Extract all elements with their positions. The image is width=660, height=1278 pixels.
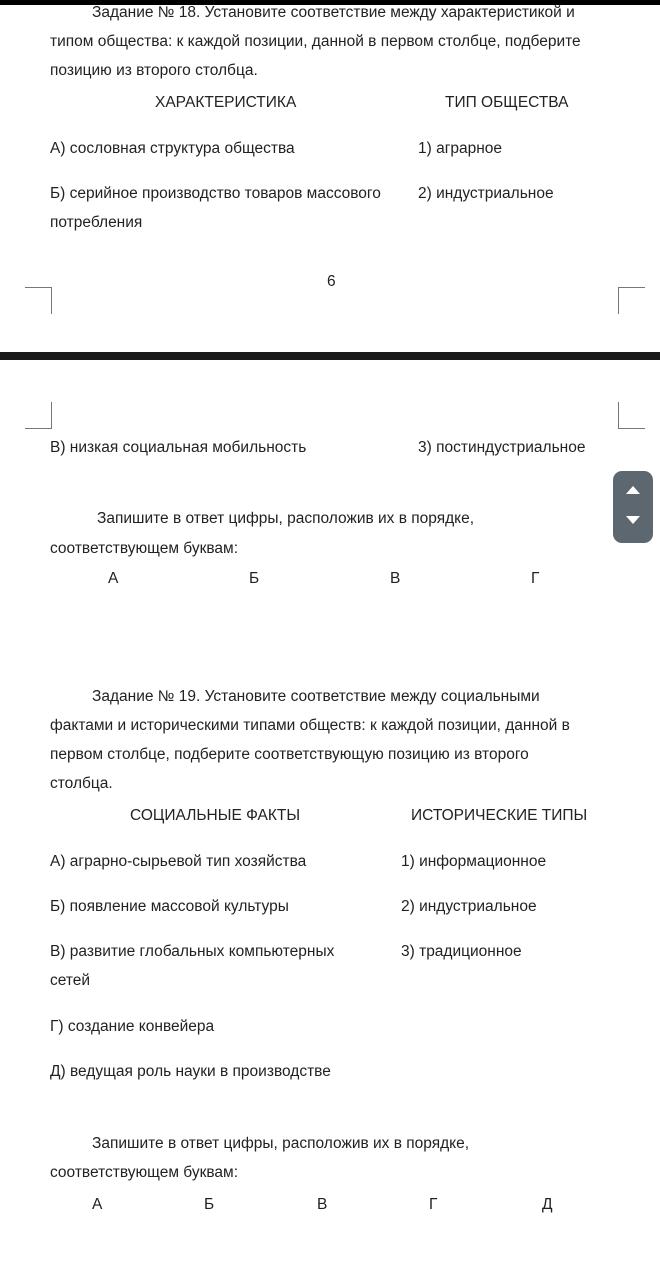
page-corner-mark [618, 287, 645, 314]
task18-answer-letter: Г [531, 570, 540, 587]
page-corner-mark [25, 287, 52, 314]
task19-item-d: Д) ведущая роль науки в производстве [50, 1063, 331, 1080]
task19-title-line3: первом столбце, подберите соответствующую позицию из второго [50, 746, 529, 763]
task19-item-a: А) аграрно-сырьевой тип хозяйства [50, 853, 307, 870]
task19-answer-letter: В [317, 1196, 328, 1213]
task19-item-v-line1: В) развитие глобальных компьютерных [50, 943, 335, 960]
task19-option-2: 2) индустриальное [401, 898, 537, 915]
task19-column-header-left: СОЦИАЛЬНЫЕ ФАКТЫ [130, 807, 301, 824]
task18-option-3: 3) постиндустриальное [418, 439, 586, 456]
page-corner-mark [618, 402, 645, 429]
task18-title-line2: типом общества: к каждой позиции, данной в первом столбце, подберите [50, 33, 581, 50]
task19-option-1: 1) информационное [401, 853, 547, 870]
page-corner-mark [25, 402, 52, 429]
task18-title-line3: позицию из второго столбца. [50, 62, 258, 79]
task18-item-b-line1: Б) серийное производство товаров массового [50, 185, 381, 202]
task18-item-v: В) низкая социальная мобильность [50, 439, 307, 456]
task19-title-line2: фактами и историческими типами обществ: к каждой позиции, данной в [50, 717, 570, 734]
scroll-up-button[interactable] [613, 471, 653, 507]
page-number: 6 [327, 273, 336, 290]
task19-answer-letter: Д [542, 1196, 553, 1213]
task18-item-a: А) сословная структура общества [50, 140, 295, 157]
task19-title-line4: столбца. [50, 775, 113, 792]
task18-column-header-right: ТИП ОБЩЕСТВА [445, 94, 569, 111]
task19-column-header-right: ИСТОРИЧЕСКИЕ ТИПЫ [411, 807, 588, 824]
task18-column-header-left: ХАРАКТЕРИСТИКА [155, 94, 297, 111]
task18-item-b-line2: потребления [50, 214, 143, 231]
task18-option-1: 1) аграрное [418, 140, 503, 157]
page-separator [0, 352, 660, 360]
page-scroll-control [613, 471, 653, 543]
task19-option-3: 3) традиционное [401, 943, 522, 960]
task19-item-v-line2: сетей [50, 972, 91, 989]
task19-item-b: Б) появление массовой культуры [50, 898, 289, 915]
task19-answer-instruction-line1: Запишите в ответ цифры, расположив их в порядке, [92, 1135, 470, 1152]
scroll-down-button[interactable] [613, 507, 653, 543]
task18-option-2: 2) индустриальное [418, 185, 554, 202]
task19-answer-letter: Г [429, 1196, 438, 1213]
task19-item-g: Г) создание конвейера [50, 1018, 215, 1035]
task18-answer-instruction-line1: Запишите в ответ цифры, расположив их в порядке, [97, 510, 475, 527]
task18-answer-instruction-line2: соответствующем буквам: [50, 540, 239, 557]
task19-title-line1: Задание № 19. Установите соответствие между социальными [92, 688, 540, 705]
triangle-down-icon [626, 516, 640, 524]
task18-answer-letter: А [108, 570, 119, 587]
task19-answer-instruction-line2: соответствующем буквам: [50, 1164, 239, 1181]
triangle-up-icon [626, 486, 640, 494]
task18-answer-letter: В [390, 570, 401, 587]
task19-answer-letter: Б [204, 1196, 215, 1213]
task18-answer-letter: Б [249, 570, 260, 587]
task18-title-line1: Задание № 18. Установите соответствие между характеристикой и [92, 4, 575, 21]
task19-answer-letter: А [92, 1196, 103, 1213]
